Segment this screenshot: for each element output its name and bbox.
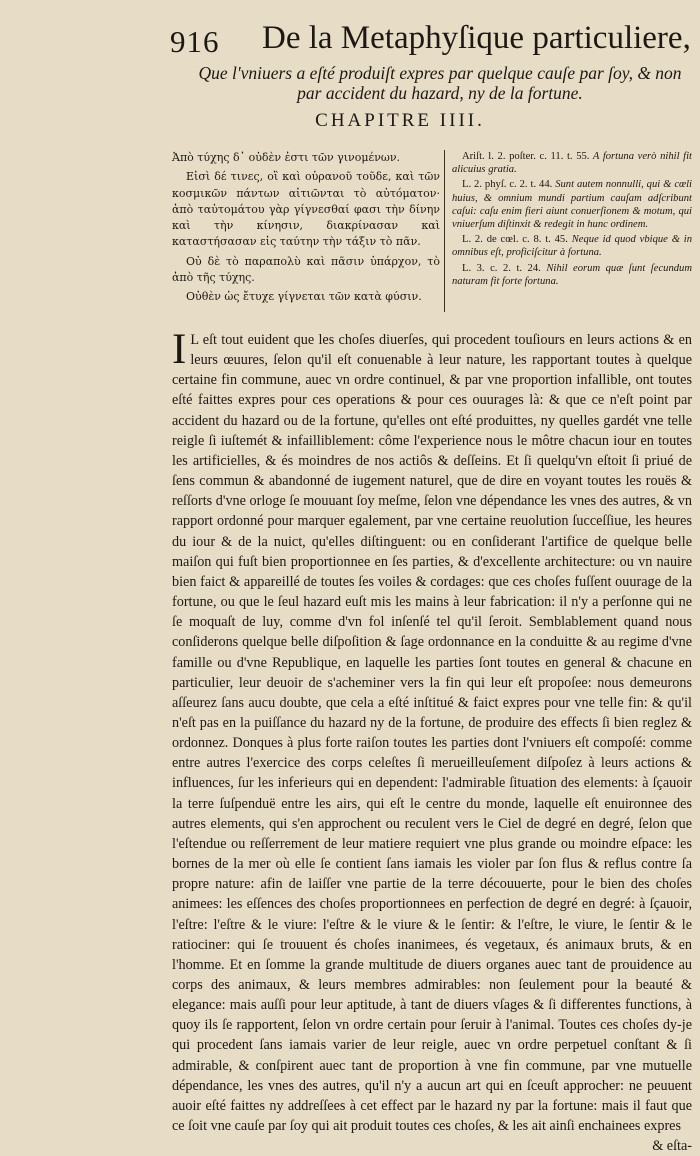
body-paragraph: L eſt tout euident que les choſes diuerſes, qui procedent touſiours en leurs actions & en leurs œuures, ſelon qu'il eſt conuenable à leur nature, les rapportant toutes à quelque certaine fin commune, auec vn ordre continuel, & par vne proportion infallible, ont toutes eſté faittes expres pour ces operations & pour ces ouurages là: & que ce n'eſt point par accident du hazard ou de la fortune, qu'elles ont eſté produittes, ny quelles gardét vne telle reigle ſi iuſtemét & infailliblement: côme l'experience nous le môtre chacun iour en toutes les artificielles, & és moindres de nos actiôs & deſſeins. Et ſi quelqu'vn eſtoit ſi priué de ſens commun & abandonné de iugement naturel, que de dire en voyant toutes les rouës & reſſorts d'vne orloge ſe mouuant ſoy meſme, ſelon vne dépendance les vnes des autres, & vn rapport ordonné pour marquer egalement, par vne certaine reuolution ſucceſſiue, les heures du iour & de la nuict, qu'elles diſtinguent: ou en conſiderant l'artifice de quelque belle maiſon qui fuſt bien proportionnee en ſes parties, & d'excellente architecture: ou vn nauire bien faict & appareillé de toutes ſes voiles & cordages: que ces choſes fuſſent ouurage de la fortune, ou que le ſeul hazard euſt mis les mains à leur fabrication: il n'y a perſonne qui ne ſe moquaſt de luy, comme d'vn fol inſenſé tel qu'il ſeroit. Semblablement quand nous conſiderons quelque belle diſpoſition & ſage ordonnance en la conduitte & au regime d'vne famille ou d'vne Republique, en laquelle les parties ſont toutes en general & chacune en particulier, leur deuoir de s'acheminer vers la fin qui leur eſt propoſee: nous demeurons aſſeurez ſans aucu doubte, que cela a eſté inſtitué & faict expres pour vne telle fin: & qu'il n'eſt pas en la puiſſance du hazard ny de la fortune, de produire des effects ſi bien reglez & ordonnez. Donques à plus forte raiſon toutes les parties dont l'vniuers eſt compoſé: comme entre autres l'exercice des corps celeſtes ſi merueilleuſement diſpoſez à leurs actions & influences, ſur les inferieurs qui en dependent: l'admirable ſituation des elements: à ſçauoir la terre ſuſpenduë entre les airs, qui eſt le centre du monde, laquelle eſt enuironnee des autres elements, qui s'en approchent ou reculent vers le Ciel de degré en degré, ſelon que l'eſtendue ou reſſerrement de leur matiere requiert vne plus grande ou moindre eſpace: les bornes de la mer où elle ſe contient ſans iamais les violer par ſon flus & reflus contre ſa propre nature: afin de laiſſer vne partie de la terre découuerte, pour le bien des choſes animees: les eſſences des choſes proportionnees en perfection de degré en degré: à ſçauoir, l'eſtre: l'eſtre & le viure: l'eſtre & le viure & le ſentir: & l'eſtre, le viure, le ſentir & le ratiociner: qui ſe trouuent és choſes inanimees, és vegetaux, és animaux bruts, & en l'homme. Et en ſomme la grande multitude de diuers organes auec tant de prouidence au corps des animaux, & leurs membres admirables: non ſeulement pour la beauté & elegance: mais auſſi pour leur aptitude, à tant de diuers vſages & ſi differentes functions, à quoy ils ſe rapportent, ſelon vn ordre certain pour ſeruir à l'animal. Toutes ces choſes dy-je qui procedent ſans iamais varier de leur reigle, auec vn ordre perpetuel conſtant & ſi admirable, & conſpirent auec tant de proportion à vne fin commune, par vne mutuelle dépendance, les vnes des autres, qu'il n'y a aucun art qui en ſceuſt approcher: ne peuuent auoir eſté faittes ny addreſſees à cet effect par le hazard ny par la fortune: mais il faut que ce ſoit vne cauſe par ſoy qui ait produit toutes ces choſes, & les ait ainſi enchainees expres — [172, 332, 692, 1135]
greek-quotations — [172, 150, 440, 309]
latin-margin-notes — [452, 150, 692, 290]
note-item — [452, 233, 692, 259]
chapter-title: CHAPITRE IIII. — [315, 110, 485, 131]
drop-cap: I — [172, 326, 187, 373]
note-text: Sunt autem nonnulli, qui & cœli huius, & omnium mundi partium cauſam adſcribunt caſui: caſu enim fieri aiunt conuerſionem & motum, qui vniuerſum diſtinxit & redegit in hunc ordinem. — [452, 179, 692, 231]
note-reference: L. 3. c. 2. t. 24. — [462, 262, 541, 274]
catchword: & eſta- — [652, 1138, 692, 1155]
greek-paragraph: Οὐ δὲ τὸ παραπολὺ καὶ πᾶσιν ὑπάρχον, τὸ ἀπὸ τῆς τύχης. — [172, 254, 440, 285]
note-text: A fortuna verò nihil fit alicuius gratia. — [452, 151, 692, 176]
page-number: 916 — [170, 24, 220, 59]
note-text: Neque id quod vbique & in omnibus eſt, proficiſcitur à fortuna. — [452, 234, 693, 259]
greek-heading: Ἀπὸ τύχης δ᾽ οὐδὲν ἐστι τῶν γινομένων. — [172, 151, 401, 164]
column-rule — [444, 150, 445, 312]
note-reference: Ariſt. l. 2. poſter. c. 11. t. 55. — [462, 151, 590, 162]
note-item — [452, 262, 692, 288]
greek-paragraph: Εἰσὶ δέ τινες, οἳ καὶ οὐρανοῦ τοῦδε, καὶ τῶν κοσμικῶν πάντων αἰτιῶνται τὸ αὐτόματον· ἀπὸ ταὐτομάτου γὰρ γίγνεσθαί φασι τὴν δίνην καὶ τὴν κίνησιν, διακρίνασαν καὶ καταστήσασαν εἰς ταύτην τὴν τάξιν τὸ πᾶν. — [172, 170, 440, 249]
chapter-summary: Que l'vniuers a eſté produiſt expres par quelque cauſe par ſoy, & non par accident du hazard, ny de la fortune. — [198, 63, 682, 103]
note-reference: L. 2. de cœl. c. 8. t. 45. — [462, 234, 568, 246]
greek-paragraph: Οὐθὲν ὡς ἔτυχε γίγνεται τῶν κατὰ φύσιν. — [186, 290, 422, 304]
note-item — [452, 150, 692, 176]
main-text — [172, 326, 692, 1156]
running-title: De la Metaphyſique particuliere, — [262, 20, 691, 56]
note-reference: L. 2. phyſ. c. 2. t. 44. — [462, 179, 553, 191]
note-text: Nihil eorum quæ ſunt ſecundum naturam fit forte fortuna. — [452, 262, 692, 287]
note-item — [452, 178, 692, 231]
